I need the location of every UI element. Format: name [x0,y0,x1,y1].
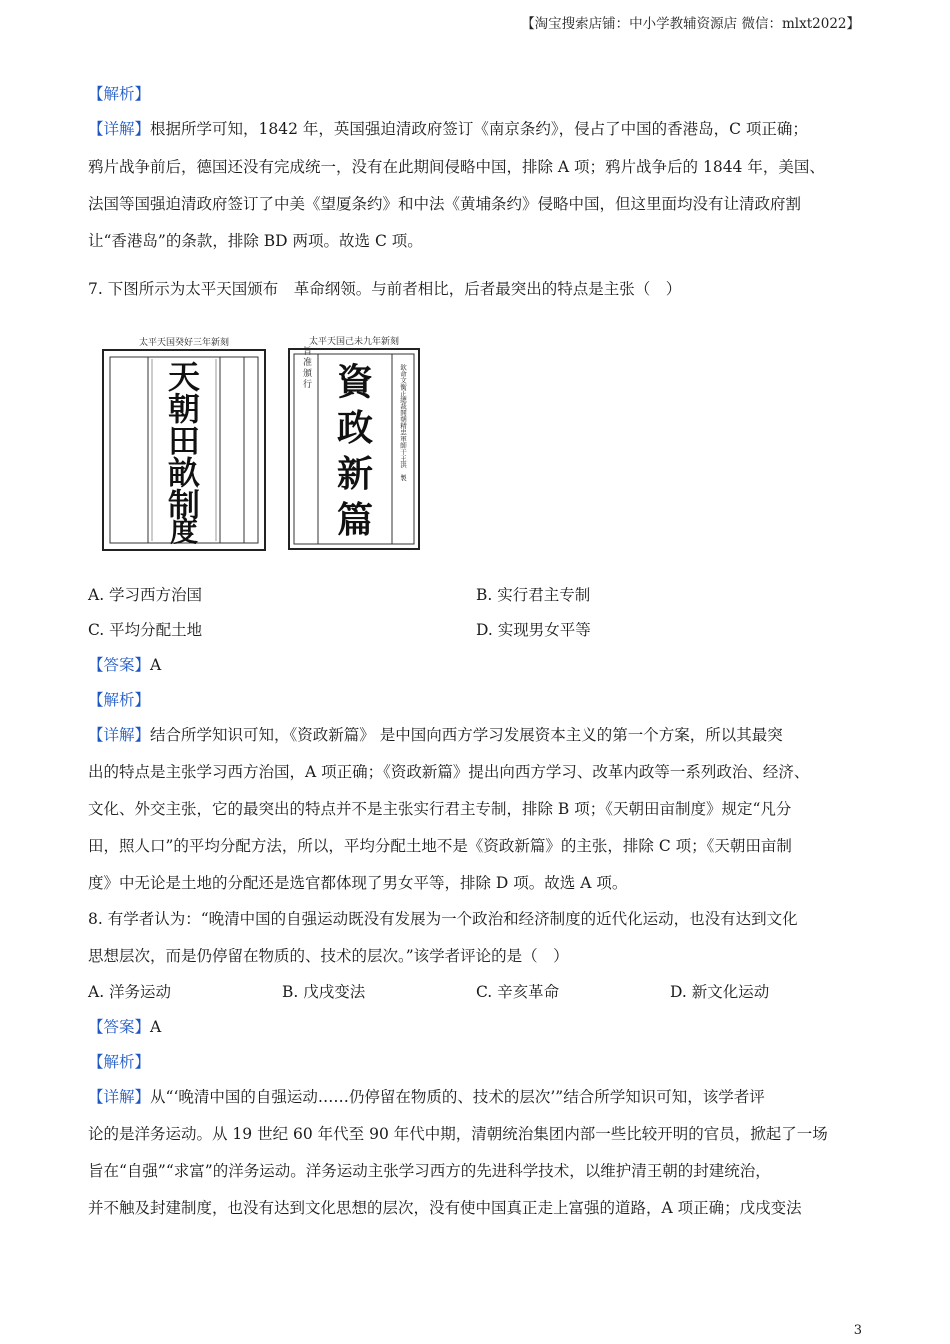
cover2-char: 新 [336,453,374,495]
analysis-tag: 【解析】 [88,1053,151,1071]
detail-line [88,723,783,745]
page-header: 【淘宝搜索店铺：中小学教辅资源店 微信：mlxt2022】 [521,16,860,32]
cover1-char: 度 [169,515,199,548]
tianchao-tianmu-cover-image [100,335,268,555]
detail-text: 结合所学知识可知，《资政新篇》 是中国向西方学习发展资本主义的第一个方案，所以其最突 [150,726,783,744]
cover1-top-text: 太平天国癸好三年新刻 [138,338,230,348]
detail-line: 鸦片战争前后，德国还没有完成统一，没有在此期间侵略中国，排除 A 项；鸦片战争后的 1844 年，美国、 [88,158,825,176]
zizheng-xinpian-cover-image [286,334,422,554]
answer-value: A [150,1018,162,1036]
detail-line: 旨在“自强”“求富”的洋务运动。洋务运动主张学习西方的先进科学技术，以维护清王朝的封建统治， [88,1162,771,1180]
option-d: D. 新文化运动 [670,983,770,1001]
cover2-char: 資 [336,361,374,403]
option-a: A. 洋务运动 [88,983,172,1001]
option-b: B. 实行君主专制 [476,586,591,604]
detail-text: 根据所学可知，1842 年，英国强迫清政府签订《南京条约》，侵占了中国的香港岛，C 项正确； [150,120,808,138]
cover1-char: 制 [167,486,201,524]
option-c: C. 辛亥革命 [476,983,560,1001]
detail-text: 从“‘晚清中国的自强运动……仍停留在物质的、技术的层次’”结合所学知识可知，该学者评 [150,1088,765,1106]
analysis-tag: 【解析】 [88,691,151,709]
cover1-char: 田 [167,422,201,460]
question-7-stem: 7. 下图所示为太平天国颁布 革命纲领。与前者相比，后者最突出的特点是主张（ ） [88,280,682,298]
option-c: C. 平均分配土地 [88,621,203,639]
detail-tag: 【详解】 [88,726,151,744]
detail-line: 度》中无论是土地的分配还是选官都体现了男女平等，排除 D 项。故选 A 项。 [88,874,628,892]
cover1-char: 天 [167,358,201,396]
detail-line: 论的是洋务运动。从 19 世纪 60 年代至 90 年代中期，清朝统治集团内部一些比较开明的官员，掀起了一场 [88,1125,828,1143]
answer-tag: 【答案】 [88,656,151,674]
cover1-char: 朝 [167,390,201,428]
option-a: A. 学习西方治国 [88,586,203,604]
detail-line: 出的特点是主张学习西方治国，A 项正确；《资政新篇》提出向西方学习、改革内政等一系列政治、经济、 [88,763,810,781]
detail-tag: 【详解】 [88,1088,151,1106]
answer-line [88,653,161,675]
option-d: D. 实现男女平等 [476,621,591,639]
detail-line: 法国等国强迫清政府签订了中美《望厦条约》和中法《黄埔条约》侵略中国，但这里面均没有让清政府割 [88,195,802,213]
detail-line [88,1085,765,1107]
page-number: 3 [853,1323,862,1338]
analysis-tag: 【解析】 [88,85,151,103]
cover1-char: 畝 [167,454,201,492]
option-b: B. 戊戌变法 [282,983,366,1001]
cover2-char: 篇 [336,499,374,541]
cover2-top-text: 太平天国己未九年新刻 [308,337,400,347]
detail-tag: 【详解】 [88,120,151,138]
question-8-stem: 思想层次，而是仍停留在物质的、技术的层次。”该学者评论的是（ ） [88,947,569,965]
cover2-left-text: 旨准頒行 [301,346,311,390]
detail-line: 并不触及封建制度，也没有达到文化思想的层次，没有使中国真正走上富强的道路，A 项正确；戊戌变法 [88,1199,802,1217]
detail-line: 田，照人口”的平均分配方法，所以，平均分配土地不是《资政新篇》的主张，排除 C 项；《天朝田亩制 [88,837,792,855]
answer-line [88,1015,161,1037]
cover2-char: 政 [336,407,374,449]
detail-line: 文化、外交主张，它的最突出的特点并不是主张实行君主专制，排除 B 项；《天朝田亩制度》规定“凡分 [88,800,792,818]
answer-value: A [150,656,162,674]
cover2-right-text: 欽命文衡正總裁開朝精忠軍師干王洪 製 [399,364,407,481]
answer-tag: 【答案】 [88,1018,151,1036]
question-8-stem: 8. 有学者认为：“晚清中国的自强运动既没有发展为一个政治和经济制度的近代化运动，也没有达到文化 [88,910,798,928]
detail-line: 让“香港岛”的条款，排除 BD 两项。故选 C 项。 [88,232,423,250]
detail-line [88,117,808,139]
